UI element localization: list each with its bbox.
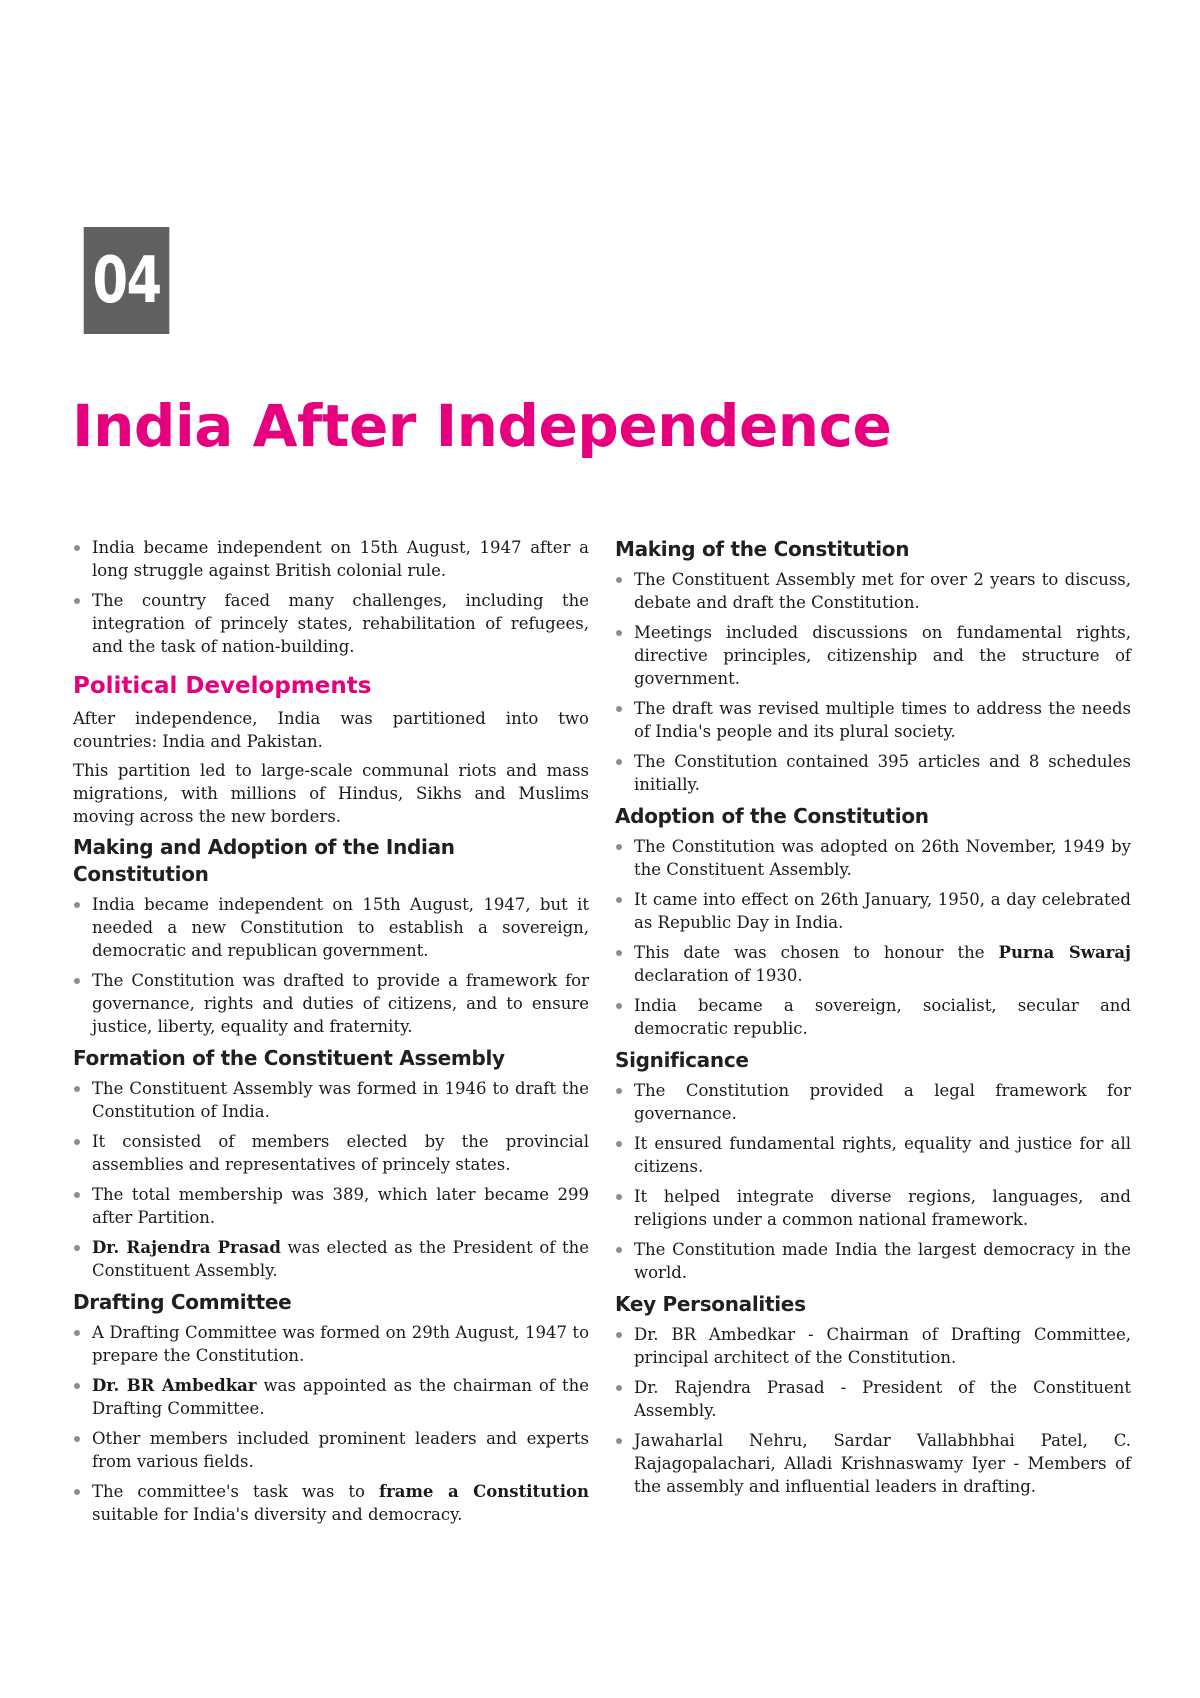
list-item <box>73 536 589 582</box>
bullet-icon <box>616 577 622 583</box>
bullet-icon <box>616 630 622 636</box>
list-item <box>615 1079 1131 1125</box>
bullet-text: Meetings included discussions on fundamental rights, directive principles, citizenship and the structure of government. <box>634 623 1131 688</box>
bullet-list <box>615 568 1131 796</box>
bullet-text: The Constitution provided a legal framework for governance. <box>634 1081 1131 1123</box>
bullet-icon <box>74 1192 80 1198</box>
bullet-icon <box>74 598 80 604</box>
bullet-icon <box>74 1330 80 1336</box>
bullet-icon <box>74 1489 80 1495</box>
section-heading: Adoption of the Constitution <box>615 804 929 828</box>
bullet-text: The Constitution made India the largest democracy in the world. <box>634 1240 1131 1282</box>
bullet-icon <box>616 1194 622 1200</box>
bullet-text: Other members included prominent leaders and experts from various fields. <box>92 1429 589 1471</box>
bullet-icon <box>616 1438 622 1444</box>
chapter-number: 04 <box>92 243 161 318</box>
list-item <box>73 589 589 658</box>
list-item <box>73 1427 589 1473</box>
bullet-bold-text: Dr. BR Ambedkar <box>92 1376 257 1395</box>
bullet-text: The Constituent Assembly was formed in 1946 to draft the Constitution of India. <box>92 1079 589 1121</box>
bullet-text: The Constitution was drafted to provide a framework for governance, rights and duties of citizens, and to ensure justice, liberty, equality and fraternity. <box>92 971 589 1036</box>
bullet-icon <box>616 759 622 765</box>
bullet-list <box>615 835 1131 1040</box>
bullet-text: This date was chosen to honour the <box>634 943 999 962</box>
bullet-icon <box>74 1245 80 1251</box>
list-item <box>615 835 1131 881</box>
bullet-icon <box>616 844 622 850</box>
list-item <box>73 1236 589 1282</box>
bullet-icon <box>616 950 622 956</box>
bullet-list <box>615 1079 1131 1284</box>
section-heading: Drafting Committee <box>73 1290 292 1314</box>
intro-list <box>73 536 589 658</box>
bullet-icon <box>74 1383 80 1389</box>
bullet-list <box>73 1077 589 1282</box>
paragraph: After independence, India was partitioned into two countries: India and Pakistan. <box>73 709 589 751</box>
list-item <box>615 888 1131 934</box>
section-heading: Significance <box>615 1048 749 1072</box>
bullet-list <box>73 893 589 1038</box>
list-item <box>73 893 589 962</box>
bullet-text: The country faced many challenges, including the integration of princely states, rehabilitation of refugees, and the task of nation-building. <box>92 591 589 656</box>
bullet-text: A Drafting Committee was formed on 29th August, 1947 to prepare the Constitution. <box>92 1323 589 1365</box>
list-item <box>73 1130 589 1176</box>
bullet-bold-text: Purna Swaraj <box>998 943 1131 962</box>
bullet-list <box>615 1323 1131 1498</box>
list-item <box>615 1132 1131 1178</box>
bullet-icon <box>616 1141 622 1147</box>
bullet-text: The Constitution was adopted on 26th November, 1949 by the Constituent Assembly. <box>634 837 1131 879</box>
list-item <box>615 621 1131 690</box>
section-heading: Formation of the Constituent Assembly <box>73 1046 505 1070</box>
bullet-text: suitable for India's diversity and democracy. <box>92 1505 463 1524</box>
list-item <box>615 1238 1131 1284</box>
bullet-text: India became a sovereign, socialist, secular and democratic republic. <box>634 996 1131 1038</box>
bullet-text: The committee's task was to <box>92 1482 379 1501</box>
section-heading: Key Personalities <box>615 1292 806 1316</box>
bullet-text: was elected as the President of the Constituent Assembly. <box>92 1238 589 1280</box>
bullet-icon <box>74 1086 80 1092</box>
list-item <box>615 697 1131 743</box>
bullet-icon <box>74 1139 80 1145</box>
list-item <box>615 994 1131 1040</box>
bullet-bold-text: frame a Constitution <box>378 1482 589 1501</box>
bullet-text: India became independent on 15th August, 1947, but it needed a new Constitution to establish a sovereign, democratic and republican government. <box>92 895 589 960</box>
section-heading: Making and Adoption of the Indian Constitution <box>73 835 455 886</box>
bullet-icon <box>74 902 80 908</box>
list-item <box>73 1183 589 1229</box>
page-title: India After Independence <box>72 392 892 460</box>
bullet-icon <box>616 1385 622 1391</box>
bullet-icon <box>616 1247 622 1253</box>
bullet-text: It came into effect on 26th January, 1950, a day celebrated as Republic Day in India. <box>634 890 1131 932</box>
bullet-icon <box>616 1088 622 1094</box>
bullet-text: Jawaharlal Nehru, Sardar Vallabhbhai Patel, C. Rajagopalachari, Alladi Krishnaswamy Iyer - Members of the assembly and influential leaders in drafting. <box>634 1431 1131 1496</box>
paragraph: This partition led to large-scale communal riots and mass migrations, with millions of Hindus, Sikhs and Muslims moving across the new borders. <box>73 761 589 826</box>
bullet-text: It consisted of members elected by the provincial assemblies and representatives of princely states. <box>92 1132 589 1174</box>
list-item <box>615 1429 1131 1498</box>
bullet-text: It helped integrate diverse regions, languages, and religions under a common national framework. <box>634 1187 1131 1229</box>
bullet-text: was appointed as the chairman of the Drafting Committee. <box>92 1376 589 1418</box>
list-item <box>615 1185 1131 1231</box>
list-item <box>615 1323 1131 1369</box>
bullet-icon <box>616 1003 622 1009</box>
bullet-text: The Constituent Assembly met for over 2 years to discuss, debate and draft the Constitution. <box>634 570 1131 612</box>
bullet-text: declaration of 1930. <box>634 966 803 985</box>
bullet-text: The Constitution contained 395 articles and 8 schedules initially. <box>634 752 1131 794</box>
bullet-icon <box>616 706 622 712</box>
bullet-text: It ensured fundamental rights, equality and justice for all citizens. <box>634 1134 1131 1176</box>
list-item <box>73 1480 589 1526</box>
bullet-bold-text: Dr. Rajendra Prasad <box>92 1238 281 1257</box>
bullet-text: The draft was revised multiple times to address the needs of India's people and its plural society. <box>634 699 1131 741</box>
bullet-icon <box>616 1332 622 1338</box>
list-item <box>615 1376 1131 1422</box>
list-item <box>615 941 1131 987</box>
bullet-icon <box>74 1436 80 1442</box>
list-item <box>615 568 1131 614</box>
bullet-list <box>73 1321 589 1526</box>
bullet-icon <box>74 978 80 984</box>
bullet-text: India became independent on 15th August, 1947 after a long struggle against British colonial rule. <box>92 538 589 580</box>
chapter-number-badge <box>84 227 170 334</box>
list-item <box>73 969 589 1038</box>
bullet-icon <box>74 545 80 551</box>
list-item <box>73 1321 589 1367</box>
list-item <box>615 750 1131 796</box>
left-column <box>73 536 589 1533</box>
section-heading: Making of the Constitution <box>615 537 910 561</box>
section-heading: Political Developments <box>73 673 372 699</box>
bullet-text: The total membership was 389, which later became 299 after Partition. <box>92 1185 589 1227</box>
bullet-text: Dr. BR Ambedkar - Chairman of Drafting Committee, principal architect of the Constitution. <box>634 1325 1131 1367</box>
list-item <box>73 1374 589 1420</box>
bullet-icon <box>616 897 622 903</box>
bullet-text: Dr. Rajendra Prasad - President of the Constituent Assembly. <box>634 1378 1131 1420</box>
right-column <box>615 536 1131 1505</box>
list-item <box>73 1077 589 1123</box>
